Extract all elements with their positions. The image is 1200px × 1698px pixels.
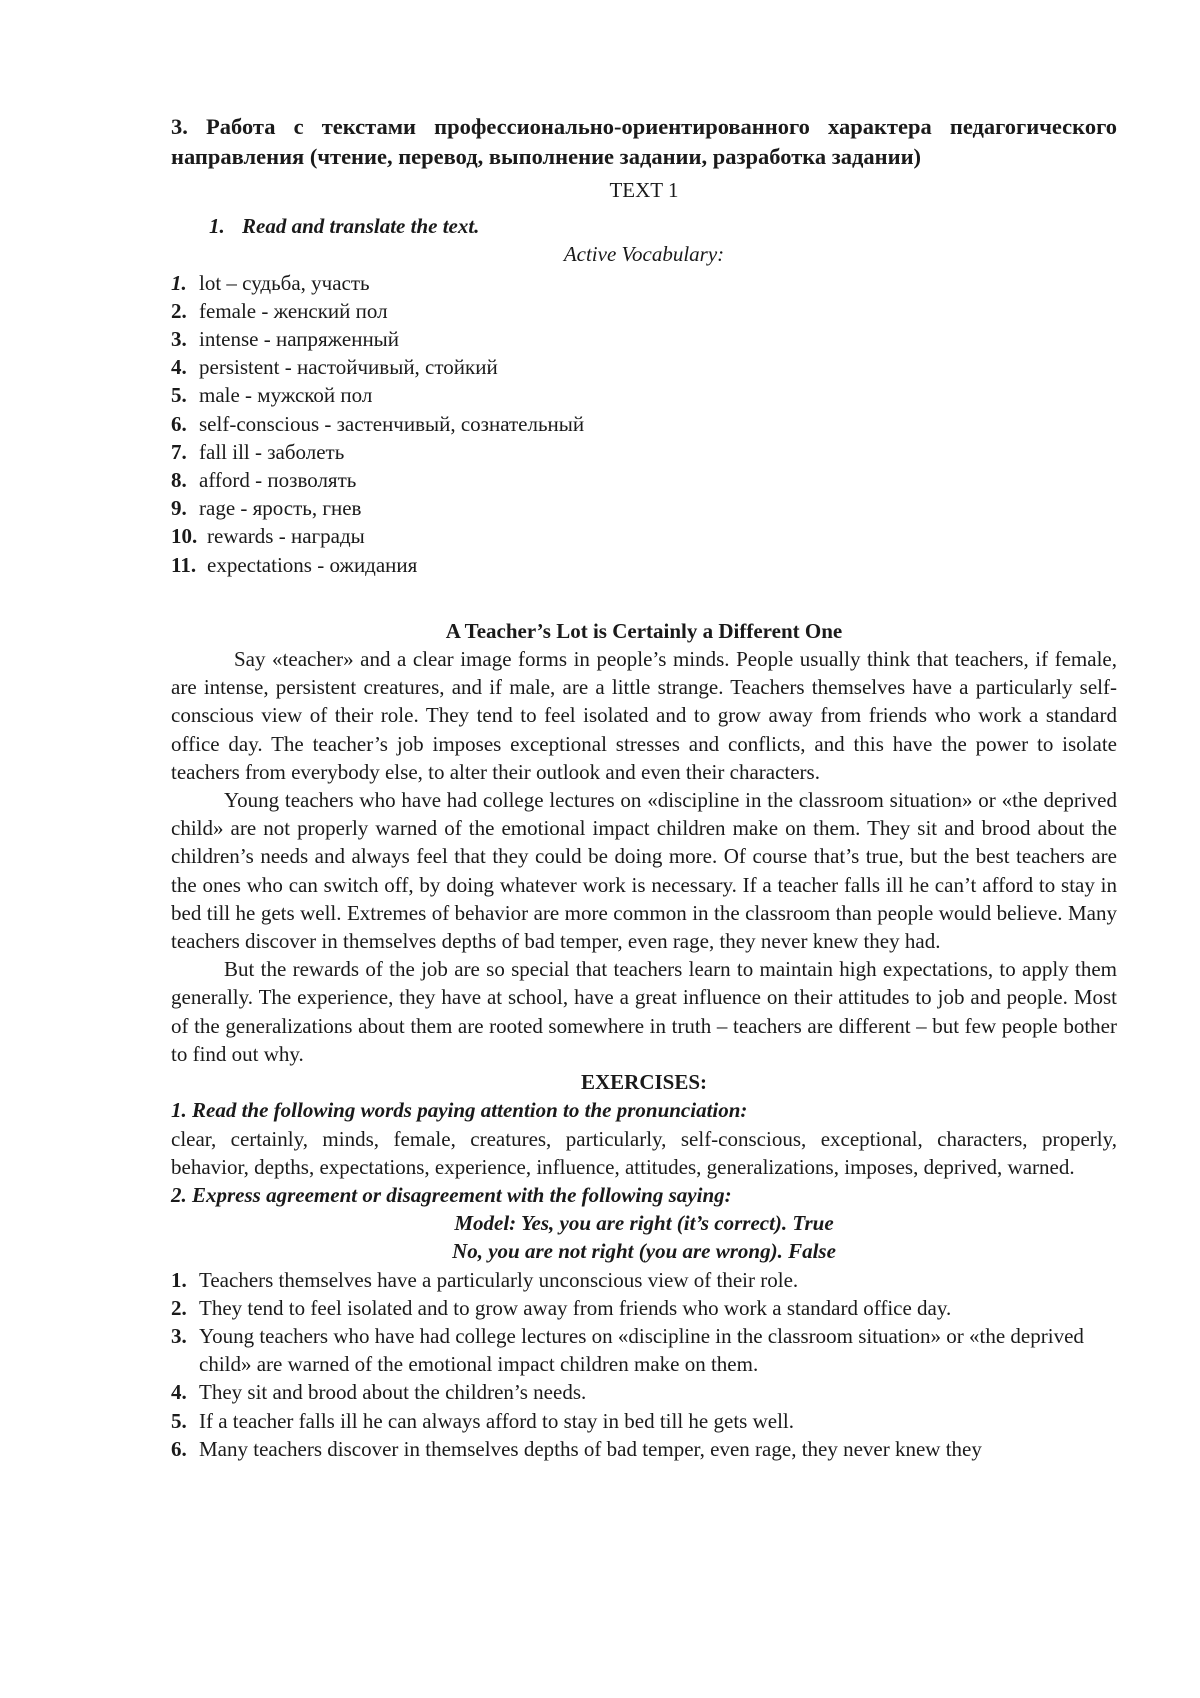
vocab-item: 7. fall ill - заболеть [171,439,345,464]
exercise-2-model-line-2: No, you are not right (you are wrong). False [452,1239,836,1264]
exercise-1-words: clear, certainly, minds, female, creatures, particularly, self-conscious, exceptional, characters, properly, behavior, depths, expectations, experience, influence, attitudes, generalizations, imposes, deprived, warned. [171,1126,1117,1179]
exercise-item: 4. They sit and brood about the children’s needs. [171,1380,587,1405]
vocab-item: 10. rewards - награды [171,524,365,549]
vocab-item: 8. afford - позволять [171,468,357,493]
exercise-item: 2. They tend to feel isolated and to grow away from friends who work a standard office day. [171,1295,952,1320]
vocab-item: 4. persistent - настойчивый, стойкий [171,355,498,380]
exercise-item: 3. Young teachers who have had college lectures on «discipline in the classroom situation» or «the deprived child» are warned of the emotional impact children make on them. [171,1323,1084,1377]
vocabulary-title: Active Vocabulary: [563,242,725,267]
exercise-item: 6. Many teachers discover in themselves depths of bad temper, even rage, they never knew they [171,1436,982,1461]
exercises-title: EXERCISES: [580,1070,708,1095]
exercise-2-list [171,1266,1117,1463]
vocab-item: 2. female - женский пол [171,298,388,323]
exercise-2-model-line-1: Model: Yes, you are right (it’s correct). True [454,1211,834,1236]
text-label: TEXT 1 [609,178,679,202]
task-1-instruction [171,212,1117,240]
article-paragraph: Young teachers who have had college lectures on «discipline in the classroom situation» or «the deprived child» are not properly warned of the emotional impact children make on them. They sit and brood about the children’s needs and always feel that they could be doing more. Of course that’s true, but the best teachers are the ones who can switch off, by doing whatever work is necessary. If a teacher falls ill he can’t afford to stay in bed till he gets well. Extremes of behavior are more common in the classroom than people would believe. Many teachers discover in themselves depths of bad temper, even rage, they never knew they had. [171,788,1117,954]
vocab-item: 1. lot – судьба, участь [171,270,370,295]
task-1-number: 1. [209,214,225,239]
vocab-item: 5. male - мужской пол [171,383,373,408]
vocab-item: 11. expectations - ожидания [171,552,418,577]
document-page [171,112,1117,1463]
article-paragraph: Say «teacher» and a clear image forms in people’s minds. People usually think that teachers, if female, are intense, persistent creatures, and if male, are a little strange. Teachers themselves have a particularly self-conscious view of their role. They tend to feel isolated and to grow away from friends who work a standard office day. The teacher’s job imposes exceptional stresses and conflicts, and this have the power to isolate teachers from everybody else, to alter their outlook and even their characters. [171,647,1117,784]
article-paragraph: But the rewards of the job are so special that teachers learn to maintain high expectations, to apply them generally. The experience, they have at school, have a great influence on their attitudes to job and people. Most of the generalizations about them are rooted somewhere in truth – teachers are different – but few people bother to find out why. [171,957,1117,1066]
vocab-item: 3. intense - напряженный [171,327,400,352]
vocab-item: 6. self-conscious - застенчивый, сознательный [171,411,585,436]
exercise-item: 1. Teachers themselves have a particularly unconscious view of their role. [171,1267,799,1292]
article-title: A Teacher’s Lot is Certainly a Different One [445,618,843,643]
exercise-item: 5. If a teacher falls ill he can always afford to stay in bed till he gets well. [171,1408,794,1433]
task-1-label: Read and translate the text. [242,214,480,239]
section-heading: 3. Работа с текстами профессионально-ориентированного характера педагогического направления (чтение, перевод, выполнение задании, разработка задании) [171,114,1117,169]
exercise-2-title: 2. Express agreement or disagreement with the following saying: [171,1182,732,1207]
vocabulary-list [171,269,1117,579]
vocab-item: 9. rage - ярость, гнев [171,496,362,521]
exercise-1-title: 1. Read the following words paying attention to the pronunciation: [171,1098,748,1123]
